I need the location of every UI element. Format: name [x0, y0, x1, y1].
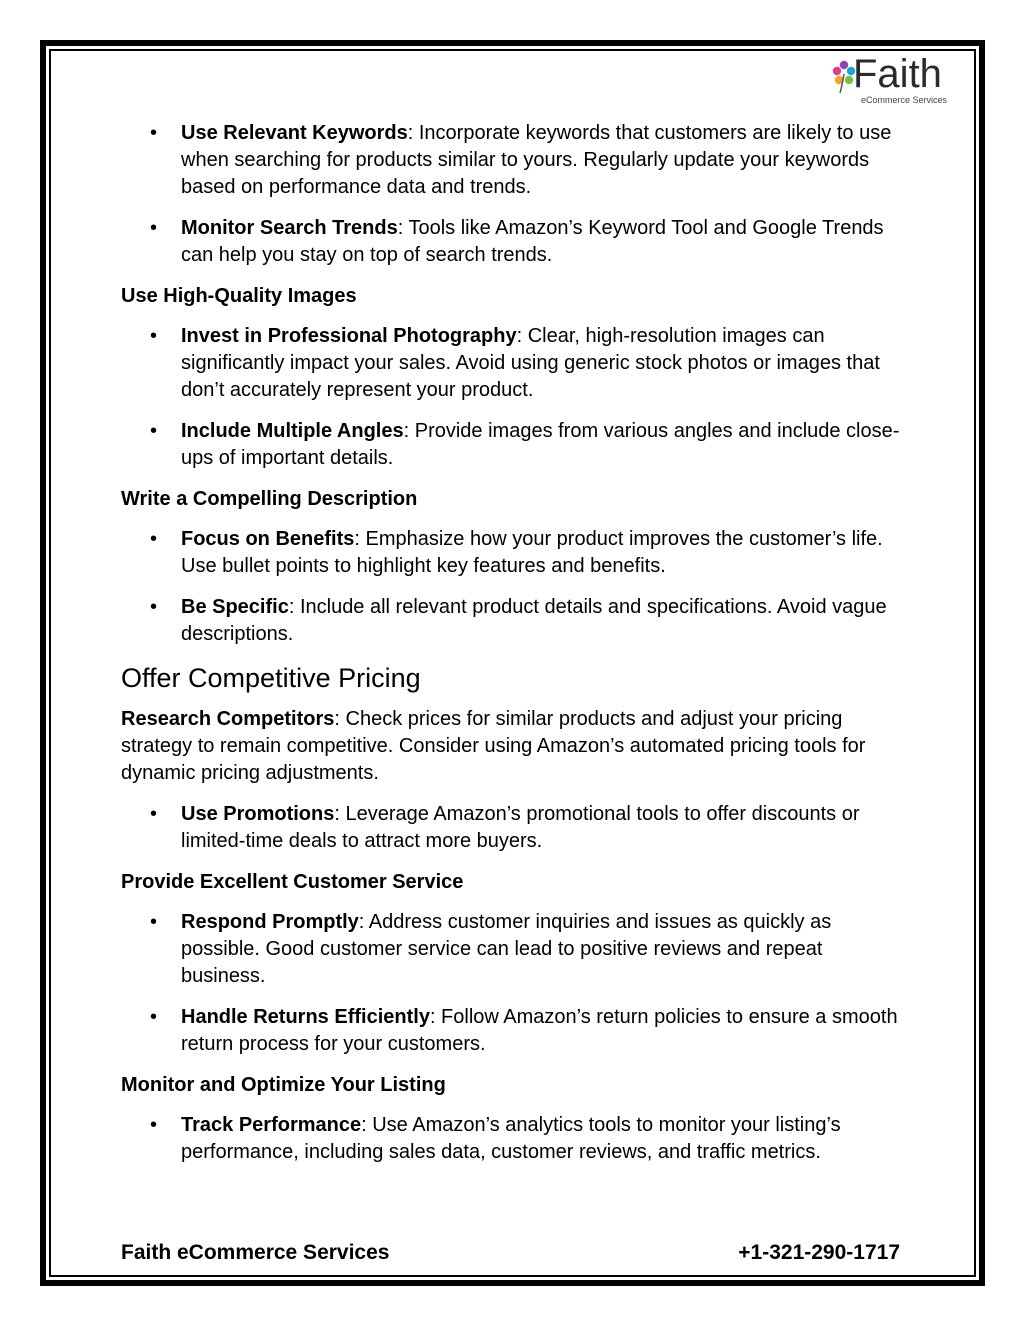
list-item: [121, 215, 911, 269]
footer-phone: +1-321-290-1717: [738, 1241, 900, 1264]
list-item: [121, 1004, 911, 1058]
bullet-text: : Use Amazon’s analytics tools to monitor your listing’s performance, including sales data, customer reviews, and traffic metrics.: [181, 1114, 841, 1163]
bullet-term: Use Promotions: [181, 803, 335, 825]
bullet: •: [150, 528, 158, 550]
bullet-term: Use Relevant Keywords: [181, 122, 408, 144]
bullet-text: : Follow Amazon’s return policies to ensure a smooth return process for your customers.: [181, 1006, 898, 1055]
bullet-term: Track Performance: [181, 1114, 362, 1136]
bullet-term: Handle Returns Efficiently: [181, 1006, 430, 1028]
bullet-term: Be Specific: [181, 596, 289, 618]
paragraph-text: : Check prices for similar products and adjust your pricing strategy to remain competitive. Consider using Amazon’s automated pricing tools for dynamic pricing adjustments.: [121, 708, 866, 784]
list-item: [121, 323, 911, 404]
subheading: Provide Excellent Customer Service: [121, 871, 464, 893]
bullet: •: [150, 217, 158, 239]
bullet-term: Include Multiple Angles: [181, 420, 404, 442]
bullet-text: : Clear, high-resolution images can significantly impact your sales. Avoid using generic stock photos or images that don’t accurately represent your product.: [181, 325, 880, 401]
document-body: [121, 120, 911, 1180]
list-item: [121, 120, 911, 201]
bullet: •: [150, 325, 158, 347]
bullet-text: : Emphasize how your product improves the customer’s life. Use bullet points to highlight key features and benefits.: [181, 528, 883, 577]
bullet-text: : Address customer inquiries and issues as quickly as possible. Good customer service can lead to positive reviews and repeat business.: [181, 911, 832, 987]
subheading: Write a Compelling Description: [121, 488, 418, 510]
bullet-term: Monitor Search Trends: [181, 217, 398, 239]
bullet-term: Focus on Benefits: [181, 528, 355, 550]
bullet-text: : Leverage Amazon’s promotional tools to offer discounts or limited-time deals to attract more buyers.: [181, 803, 860, 852]
bullet: •: [150, 1114, 158, 1136]
bullet: •: [150, 1006, 158, 1028]
faith-logo: [831, 52, 961, 108]
paragraph-term: Research Competitors: [121, 708, 335, 730]
bullet-text: : Include all relevant product details and specifications. Avoid vague descriptions.: [181, 596, 887, 645]
logo-wordmark: Faith: [853, 52, 942, 96]
bullet: •: [150, 122, 158, 144]
page-footer: [121, 1239, 900, 1266]
list-item: [121, 594, 911, 648]
bullet-text: : Incorporate keywords that customers are likely to use when searching for products similar to yours. Regularly update your keywords based on performance data and trends.: [181, 122, 892, 198]
section-heading: Offer Competitive Pricing: [121, 663, 421, 693]
bullet: •: [150, 420, 158, 442]
bullet: •: [150, 803, 158, 825]
bullet: •: [150, 596, 158, 618]
bullet-term: Invest in Professional Photography: [181, 325, 517, 347]
footer-company: Faith eCommerce Services: [121, 1241, 390, 1264]
bullet-text: : Provide images from various angles and include close-ups of important details.: [181, 420, 900, 469]
subheading: Monitor and Optimize Your Listing: [121, 1074, 446, 1096]
subheading: Use High-Quality Images: [121, 285, 357, 307]
bullet-text: : Tools like Amazon’s Keyword Tool and Google Trends can help you stay on top of search trends.: [181, 217, 884, 266]
list-item: [121, 418, 911, 472]
list-item: [121, 1112, 911, 1166]
bullet: •: [150, 911, 158, 933]
logo-tagline: eCommerce Services: [861, 95, 948, 105]
list-item: [121, 801, 911, 855]
list-item: [121, 526, 911, 580]
list-item: [121, 909, 911, 990]
paragraph: [121, 706, 911, 787]
bullet-term: Respond Promptly: [181, 911, 359, 933]
